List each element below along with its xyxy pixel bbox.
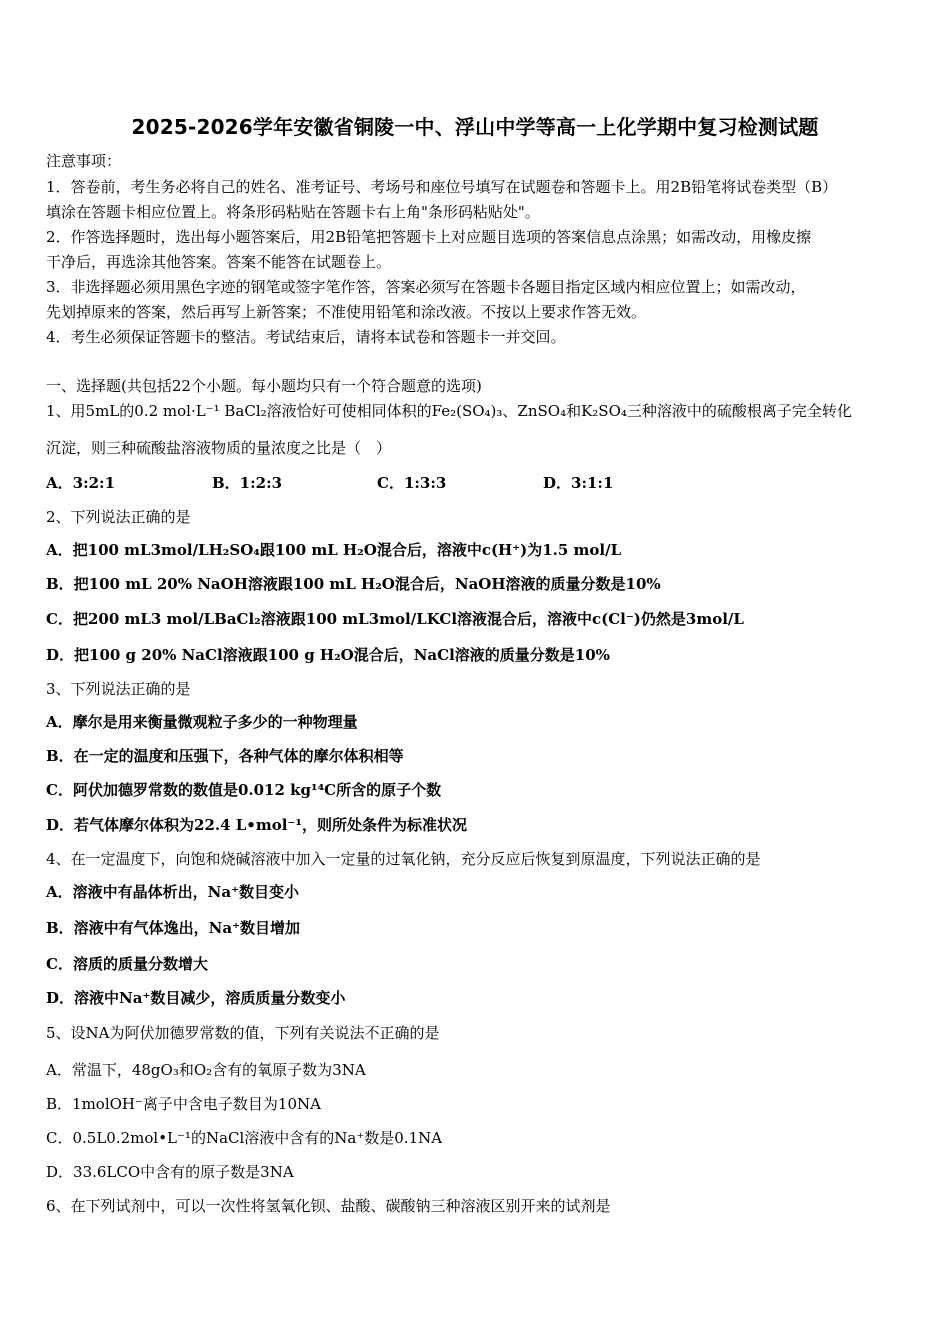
- q1-stem-line-1: 1、用5mL的0.2 mol·L⁻¹ BaCl₂溶液恰好可使相同体积的Fe₂(SO₄)₃、ZnSO₄和K₂SO₄三种溶液中的硫酸根离子完全转化: [46, 402, 852, 420]
- q2-option-a[interactable]: A．把100 mL3mol/LH₂SO₄跟100 mL H₂O混合后，溶液中c(H⁺)为1.5 mol/L: [46, 541, 622, 559]
- q3-option-b[interactable]: B．在一定的温度和压强下，各种气体的摩尔体积相等: [46, 747, 404, 765]
- q3-option-d[interactable]: D．若气体摩尔体积为22.4 L•mol⁻¹，则所处条件为标准状况: [46, 816, 467, 834]
- q2-stem: 2、下列说法正确的是: [46, 508, 191, 526]
- notice-line-6: 先划掉原来的答案，然后再写上新答案；不准使用铅笔和涂改液。不按以上要求作答无效。: [46, 303, 647, 321]
- q1-stem-line-2: 沉淀，则三种硫酸盐溶液物质的量浓度之比是（ ）: [46, 439, 392, 457]
- q4-option-a[interactable]: A．溶液中有晶体析出，Na⁺数目变小: [46, 883, 299, 901]
- notice-line-2: 填涂在答题卡相应位置上。将条形码粘贴在答题卡右上角"条形码粘贴处"。: [46, 203, 540, 221]
- notice-heading: 注意事项：: [46, 152, 122, 170]
- q3-stem: 3、下列说法正确的是: [46, 680, 191, 698]
- q5-option-a[interactable]: A．常温下，48gO₃和O₂含有的氧原子数为3NA: [46, 1061, 366, 1079]
- q3-option-a[interactable]: A．摩尔是用来衡量微观粒子多少的一种物理量: [46, 713, 358, 731]
- page-title: 2025-2026学年安徽省铜陵一中、浮山中学等高一上化学期中复习检测试题: [131, 115, 819, 139]
- q4-option-c[interactable]: C．溶质的质量分数增大: [46, 955, 208, 973]
- q6-stem: 6、在下列试剂中，可以一次性将氢氧化钡、盐酸、碳酸钠三种溶液区别开来的试剂是: [46, 1197, 611, 1215]
- section-heading: 一、选择题(共包括22个小题。每小题均只有一个符合题意的选项): [46, 377, 482, 395]
- q2-option-c[interactable]: C．把200 mL3 mol/LBaCl₂溶液跟100 mL3mol/LKCl溶液混合后，溶液中c(Cl⁻)仍然是3mol/L: [46, 610, 744, 628]
- q1-option-a[interactable]: A．3:2:1: [46, 474, 116, 492]
- q5-stem: 5、设NA为阿伏加德罗常数的值，下列有关说法不正确的是: [46, 1024, 440, 1042]
- q5-option-b[interactable]: B．1molOH⁻离子中含电子数目为10NA: [46, 1095, 321, 1113]
- q1-options: [46, 473, 906, 493]
- q5-option-c[interactable]: C．0.5L0.2mol•L⁻¹的NaCl溶液中含有的Na⁺数是0.1NA: [46, 1129, 443, 1147]
- q4-option-b[interactable]: B．溶液中有气体逸出，Na⁺数目增加: [46, 919, 301, 937]
- q2-option-d[interactable]: D．把100 g 20% NaCl溶液跟100 g H₂O混合后，NaCl溶液的质量分数是10%: [46, 646, 610, 664]
- q1-option-b[interactable]: B．1:2:3: [212, 474, 283, 492]
- q4-stem: 4、在一定温度下，向饱和烧碱溶液中加入一定量的过氧化钠，充分反应后恢复到原温度，下列说法正确的是: [46, 850, 761, 868]
- notice-line-5: 3．非选择题必须用黑色字迹的钢笔或签字笔作答，答案必须写在答题卡各题目指定区域内相应位置上；如需改动，: [46, 278, 806, 296]
- q1-option-d[interactable]: D．3:1:1: [543, 474, 614, 492]
- notice-line-4: 干净后，再选涂其他答案。答案不能答在试题卷上。: [46, 253, 392, 271]
- q1-option-c[interactable]: C．1:3:3: [377, 474, 447, 492]
- notice-line-3: 2．作答选择题时，选出每小题答案后，用2B铅笔把答题卡上对应题目选项的答案信息点涂黑；如需改动，用橡皮擦: [46, 228, 812, 246]
- q3-option-c[interactable]: C．阿伏加德罗常数的数值是0.012 kg¹⁴C所含的原子个数: [46, 781, 442, 799]
- q5-option-d[interactable]: D．33.6LCO中含有的原子数是3NA: [46, 1163, 294, 1181]
- q2-option-b[interactable]: B．把100 mL 20% NaOH溶液跟100 mL H₂O混合后，NaOH溶液的质量分数是10%: [46, 575, 661, 593]
- q4-option-d[interactable]: D．溶液中Na⁺数目减少，溶质质量分数变小: [46, 989, 346, 1007]
- notice-line-7: 4．考生必须保证答题卡的整洁。考试结束后，请将本试卷和答题卡一并交回。: [46, 328, 566, 346]
- notice-line-1: 1．答卷前，考生务必将自己的姓名、准考证号、考场号和座位号填写在试题卷和答题卡上。用2B铅笔将试卷类型（B）: [46, 178, 838, 196]
